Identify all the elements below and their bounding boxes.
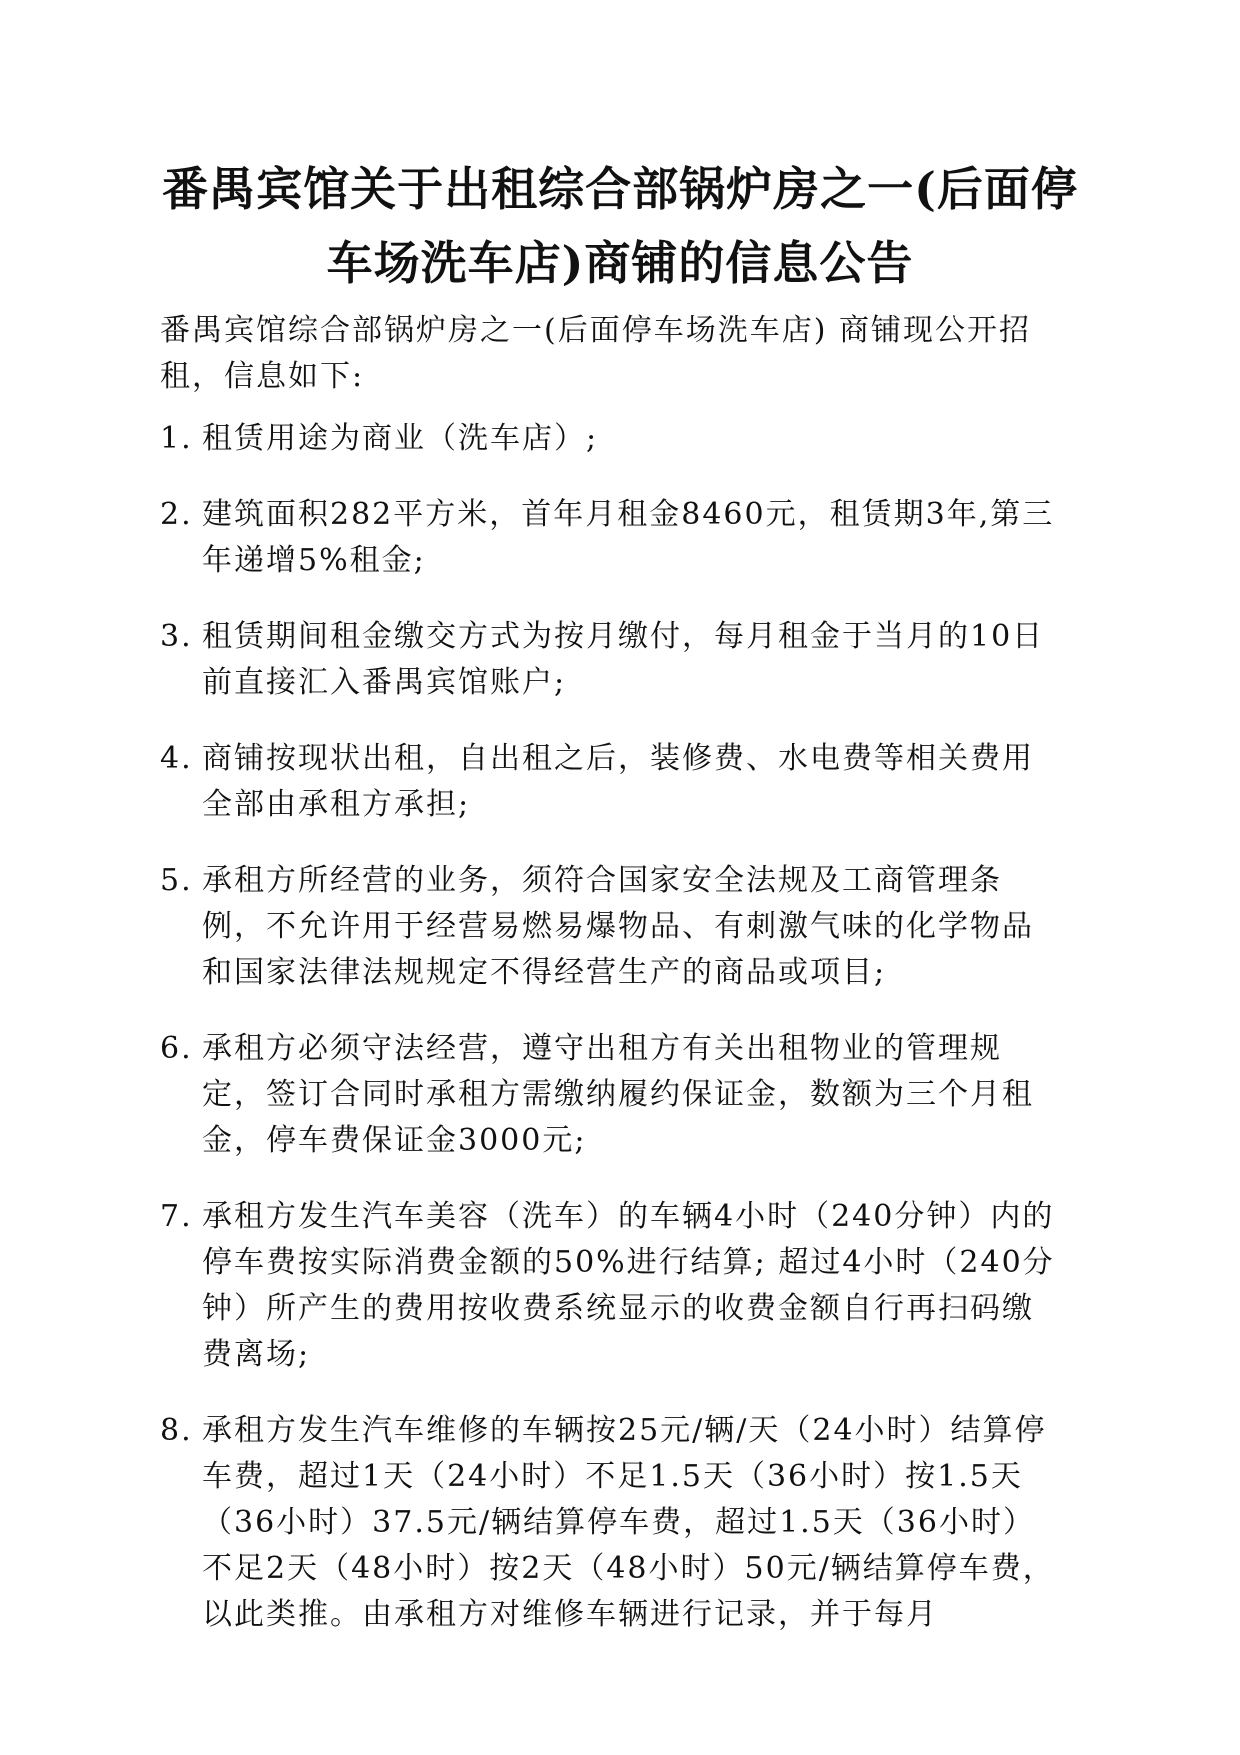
item-text: 承租方必须守法经营，遵守出租方有关出租物业的管理规定，签订合同时承租方需缴纳履约保证金，数额为三个月租金，停车费保证金3000元;	[202, 1031, 1034, 1158]
terms-list	[160, 416, 1065, 1668]
item-text: 承租方发生汽车维修的车辆按25元/辆/天（24小时）结算停车费，超过1天（24小时）不足1.5天（36小时）按1.5天（36小时）37.5元/辆结算停车费，超过1.5天（36小时）不足2天（48小时）按2天（48小时）50元/辆结算停车费，以此类推。由承租方对维修车辆进行记录，并于每月	[202, 1413, 1055, 1632]
list-item	[160, 736, 1065, 828]
item-text: 租赁期间租金缴交方式为按月缴付，每月租金于当月的10日前直接汇入番禺宾馆账户;	[202, 619, 1045, 700]
intro-paragraph: 番禺宾馆综合部锅炉房之一(后面停车场洗车店) 商铺现公开招租，信息如下:	[160, 313, 1031, 394]
item-number: 3.	[160, 619, 193, 654]
item-number: 4.	[160, 741, 193, 776]
item-number: 5.	[160, 863, 193, 898]
item-number: 2.	[160, 497, 193, 532]
list-item	[160, 492, 1065, 584]
page-title: 番禺宾馆关于出租综合部锅炉房之一(后面停车场洗车店)商铺的信息公告	[162, 162, 1078, 290]
item-number: 1.	[160, 421, 193, 456]
item-number: 8.	[160, 1413, 193, 1448]
list-item	[160, 858, 1065, 996]
item-text: 承租方发生汽车美容（洗车）的车辆4小时（240分钟）内的停车费按实际消费金额的50%进行结算; 超过4小时（240分钟）所产生的费用按收费系统显示的收费金额自行再扫码缴费离场;	[202, 1199, 1055, 1372]
item-text: 租赁用途为商业（洗车店）;	[202, 421, 599, 456]
list-item	[160, 1408, 1065, 1638]
item-text: 商铺按现状出租，自出租之后，装修费、水电费等相关费用全部由承租方承担;	[202, 741, 1034, 822]
list-item	[160, 1026, 1065, 1164]
item-text: 承租方所经营的业务，须符合国家安全法规及工商管理条例，不允许用于经营易燃易爆物品、有刺激气味的化学物品和国家法律法规规定不得经营生产的商品或项目;	[202, 863, 1034, 990]
list-item	[160, 614, 1065, 706]
list-item	[160, 416, 1065, 462]
list-item	[160, 1194, 1065, 1378]
item-number: 7.	[160, 1199, 193, 1234]
item-number: 6.	[160, 1031, 193, 1066]
item-text: 建筑面积282平方米，首年月租金8460元，租赁期3年,第三年递增5%租金;	[202, 497, 1055, 578]
